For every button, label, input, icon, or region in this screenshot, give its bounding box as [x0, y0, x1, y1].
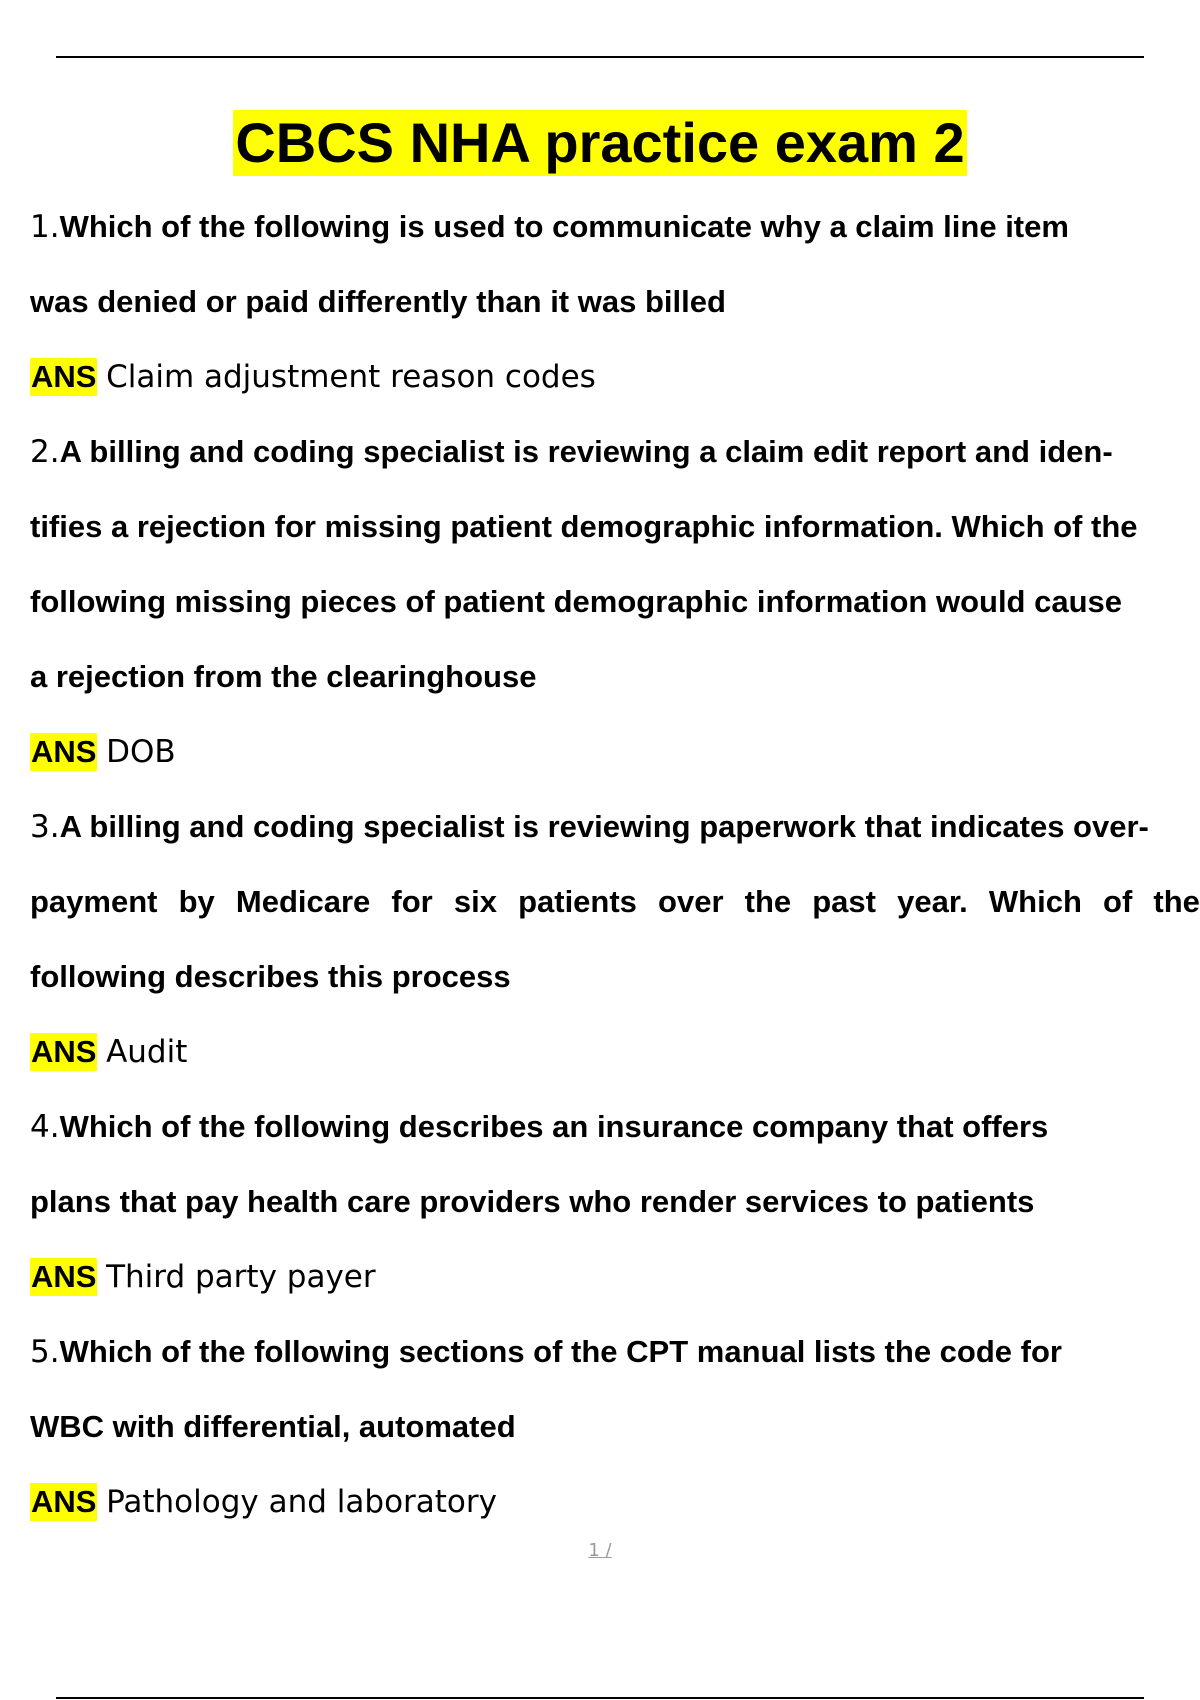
question-3-word: over: [658, 884, 724, 919]
question-3-word: by: [178, 884, 215, 919]
question-list: [30, 189, 1200, 1539]
question-3-word: the: [744, 884, 792, 919]
question-3-line-2: [30, 864, 1200, 939]
question-2-text-4: a rejection from the clearinghouse: [30, 659, 537, 694]
question-1-text-2: was denied or paid differently than it was billed: [30, 284, 726, 319]
bottom-rule: [56, 1697, 1144, 1699]
question-1-line-1: [30, 189, 1200, 264]
question-4-text-1: Which of the following describes an insurance company that offers: [59, 1109, 1049, 1144]
question-2-number: 2.: [30, 434, 60, 470]
answer-1-text: Claim adjustment reason codes: [106, 359, 596, 395]
answer-3-text: Audit: [106, 1034, 188, 1070]
question-2-line-2: [30, 489, 1200, 564]
answer-3-label: ANS: [31, 1034, 97, 1069]
question-3-word: Medicare: [235, 884, 371, 919]
question-3-line-1: [30, 789, 1200, 864]
question-1-text-1: Which of the following is used to communicate why a claim line item: [59, 209, 1069, 244]
question-5-text-1: Which of the following sections of the CPT manual lists the code for: [59, 1334, 1062, 1369]
answer-5-label: ANS: [31, 1484, 97, 1519]
question-4-text-2: plans that pay health care providers who render services to patients: [30, 1184, 1035, 1219]
question-1-number: 1.: [30, 209, 60, 245]
question-2-text-1: A billing and coding specialist is reviewing a claim edit report and iden-: [59, 434, 1113, 469]
question-2-line-1: [30, 414, 1200, 489]
question-4-line-1: [30, 1089, 1200, 1164]
question-1-line-2: [30, 264, 1200, 339]
question-4-line-2: [30, 1164, 1200, 1239]
answer-1-label: ANS: [31, 359, 97, 394]
title-container: [0, 110, 1200, 176]
question-3-word: payment: [30, 884, 158, 919]
question-3-line-3: [30, 939, 1200, 1014]
question-3-text-2: following describes this process: [30, 959, 511, 994]
question-3-text-1: A billing and coding specialist is reviewing paperwork that indicates over-: [59, 809, 1149, 844]
answer-1: [30, 339, 1200, 414]
question-2-line-4: [30, 639, 1200, 714]
answer-5-text: Pathology and laboratory: [106, 1484, 497, 1520]
answer-4-label: ANS: [31, 1259, 97, 1294]
question-3-word: Which: [988, 884, 1082, 919]
page-number: 1 /: [588, 1540, 612, 1561]
question-2-text-2: tifies a rejection for missing patient demographic information. Which of the: [30, 509, 1138, 544]
question-3-word: for: [391, 884, 433, 919]
answer-2-label: ANS: [31, 734, 97, 769]
document-title: CBCS NHA practice exam 2: [235, 111, 965, 174]
question-3-word: past: [812, 884, 876, 919]
question-3-word: the: [1153, 884, 1200, 919]
question-5-number: 5.: [30, 1334, 60, 1370]
answer-4-text: Third party payer: [106, 1259, 376, 1295]
answer-4: [30, 1239, 1200, 1314]
answer-3: [30, 1014, 1200, 1089]
question-4-number: 4.: [30, 1109, 60, 1145]
top-rule: [56, 56, 1144, 58]
question-2-line-3: [30, 564, 1200, 639]
answer-2: [30, 714, 1200, 789]
question-3-word: six: [453, 884, 497, 919]
question-5-line-1: [30, 1314, 1200, 1389]
answer-2-text: DOB: [106, 734, 176, 770]
question-3-word: year.: [897, 884, 968, 919]
question-3-word: of: [1103, 884, 1133, 919]
answer-5: [30, 1464, 1200, 1539]
question-2-text-3: following missing pieces of patient demographic information would cause: [30, 584, 1123, 619]
question-3-number: 3.: [30, 809, 60, 845]
question-5-line-2: [30, 1389, 1200, 1464]
question-3-word: patients: [518, 884, 637, 919]
question-5-text-2: WBC with differential, automated: [30, 1409, 516, 1444]
